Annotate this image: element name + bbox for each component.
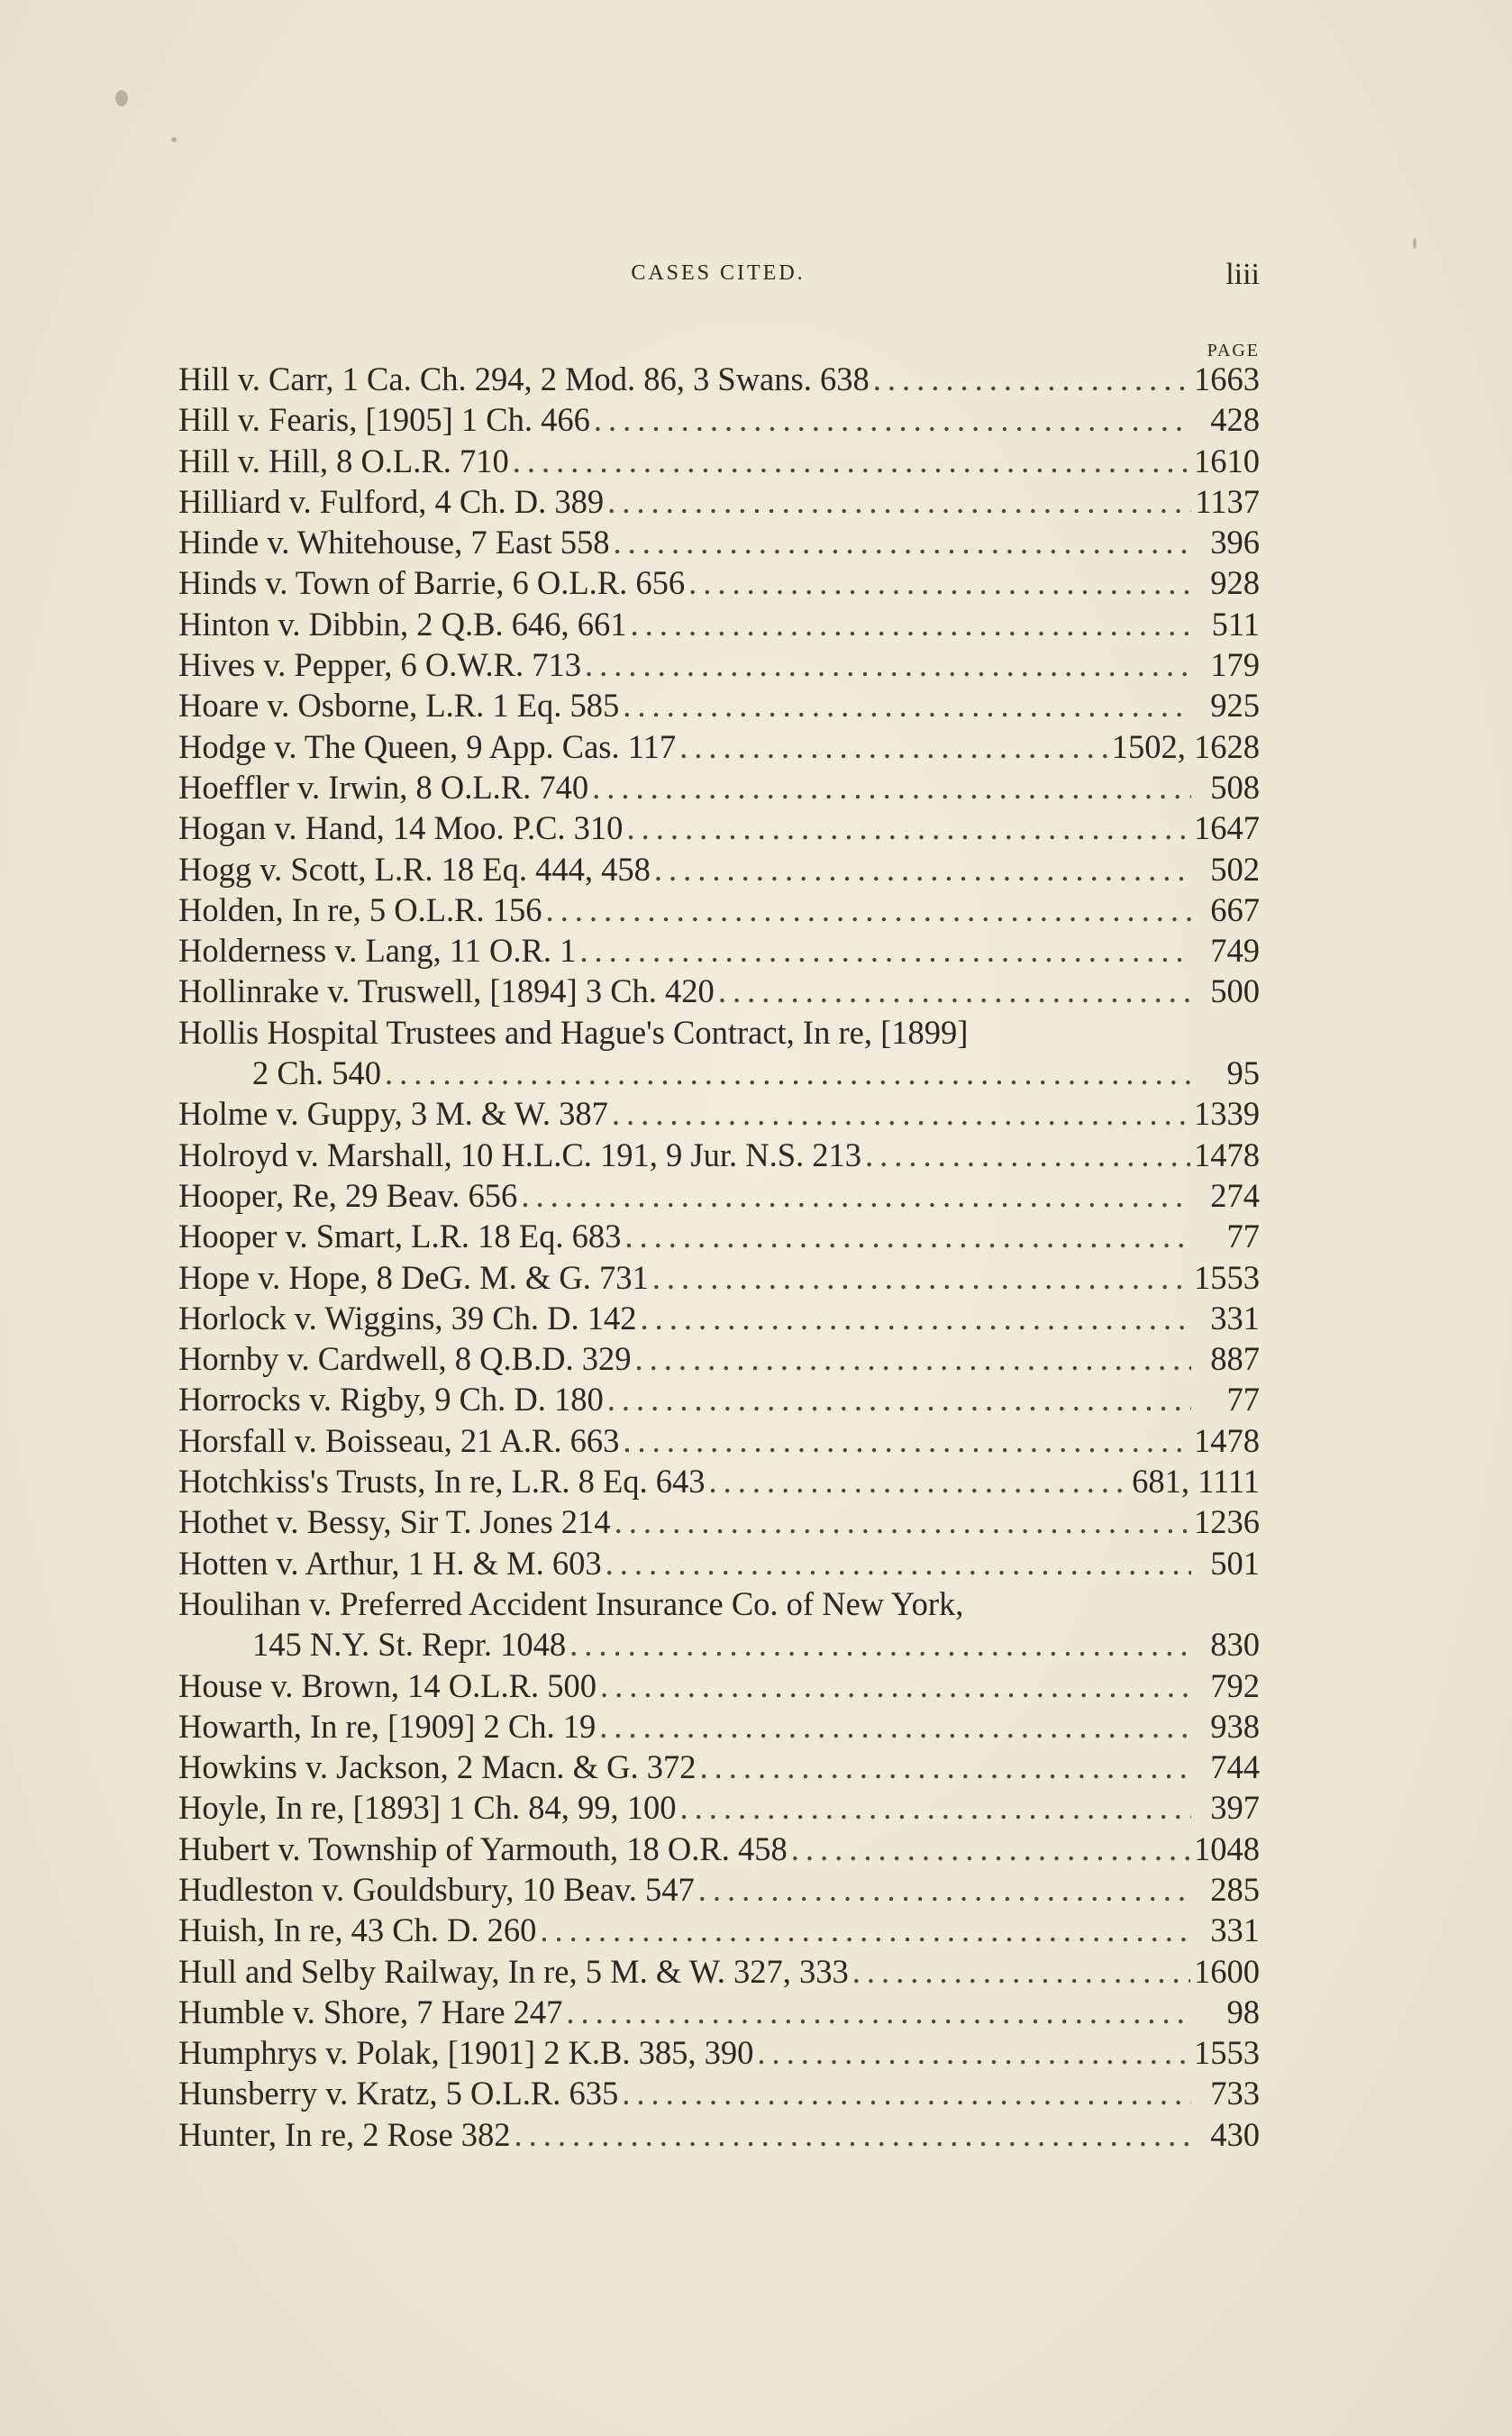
- page-reference: 1236: [1194, 1503, 1260, 1541]
- case-entry: [178, 1257, 1260, 1298]
- dot-leader: [607, 481, 1191, 522]
- case-citation: Hubert v. Township of Yarmouth, 18 O.R. 458: [178, 1829, 788, 1867]
- case-citation: Hotchkiss's Trusts, In re, L.R. 8 Eq. 643: [178, 1463, 706, 1501]
- dot-leader: [852, 1951, 1190, 1992]
- case-citation: Howkins v. Jackson, 2 Macn. & G. 372: [178, 1748, 697, 1786]
- case-citation: Holroyd v. Marshall, 10 H.L.C. 191, 9 Jur. N.S. 213: [178, 1136, 862, 1173]
- page-reference: 1048: [1194, 1829, 1260, 1867]
- case-citation: Hollis Hospital Trustees and Hague's Contract, In re, [1899]: [178, 1013, 969, 1051]
- dot-leader: [699, 1747, 1191, 1787]
- dot-leader: [521, 1175, 1191, 1216]
- case-citation: Hogan v. Hand, 14 Moo. P.C. 310: [178, 809, 624, 847]
- page-reference: 1137: [1195, 482, 1260, 520]
- case-entry: [178, 1665, 1260, 1706]
- dot-leader: [623, 1420, 1190, 1461]
- case-entry: [178, 2032, 1260, 2073]
- page-number: liii: [1225, 258, 1260, 291]
- case-citation: Hinton v. Dibbin, 2 Q.B. 646, 661: [178, 605, 627, 643]
- dot-leader: [652, 1257, 1190, 1298]
- case-citation: Hope v. Hope, 8 DeG. M. & G. 731: [178, 1258, 649, 1296]
- page-reference: 331: [1210, 1911, 1260, 1949]
- case-entry: [178, 767, 1260, 807]
- dot-leader: [654, 849, 1191, 890]
- case-entry: [178, 971, 1260, 1011]
- dot-leader: [679, 726, 1108, 767]
- dot-leader: [599, 1706, 1191, 1747]
- case-entry: [178, 1951, 1260, 1992]
- case-citation: Hives v. Pepper, 6 O.W.R. 713: [178, 646, 581, 684]
- case-citation: Humphrys v. Polak, [1901] 2 K.B. 385, 390: [178, 2034, 754, 2072]
- case-citation: Hill v. Fearis, [1905] 1 Ch. 466: [178, 401, 590, 439]
- case-entry: [178, 1706, 1260, 1747]
- case-citation-continuation: 145 N.Y. St. Repr. 1048: [252, 1626, 567, 1664]
- page-reference: 508: [1210, 768, 1260, 806]
- dot-leader: [579, 930, 1191, 971]
- page-reference: 511: [1211, 605, 1260, 643]
- case-citation: Holme v. Guppy, 3 M. & W. 387: [178, 1095, 608, 1133]
- page-header: [177, 258, 1260, 294]
- dot-leader: [873, 359, 1190, 399]
- case-entry: [178, 1298, 1260, 1338]
- case-citation: Hill v. Carr, 1 Ca. Ch. 294, 2 Mod. 86, 3 Swans. 638: [178, 360, 870, 397]
- dot-leader: [680, 1787, 1192, 1828]
- case-entry: [178, 399, 1260, 440]
- case-entry: [178, 1338, 1260, 1379]
- dot-leader: [865, 1135, 1190, 1175]
- case-entry: [178, 562, 1260, 603]
- case-entry: [178, 685, 1260, 725]
- case-entry: [178, 1543, 1260, 1583]
- dot-leader: [613, 522, 1191, 562]
- dot-leader: [606, 1543, 1191, 1583]
- case-entry: [178, 1583, 1260, 1624]
- case-citation: Hodge v. The Queen, 9 App. Cas. 117: [178, 727, 677, 765]
- case-entry: [178, 1787, 1260, 1828]
- paper-speck: [171, 137, 177, 142]
- page-reference: 749: [1210, 932, 1260, 970]
- dot-leader: [698, 1869, 1191, 1910]
- dot-leader: [566, 1992, 1191, 2032]
- dot-leader: [615, 1501, 1190, 1542]
- paper-speck: [1413, 238, 1416, 249]
- case-citation: Hudleston v. Gouldsbury, 10 Beav. 547: [178, 1870, 695, 1908]
- page-reference: 1502, 1628: [1111, 727, 1260, 765]
- page-reference: 681, 1111: [1132, 1463, 1260, 1501]
- dot-leader: [641, 1298, 1191, 1338]
- case-citation-continuation: 2 Ch. 540: [252, 1054, 381, 1092]
- case-citation: Hunter, In re, 2 Rose 382: [178, 2115, 511, 2153]
- case-citation: Huish, In re, 43 Ch. D. 260: [178, 1911, 537, 1949]
- page-reference: 77: [1226, 1381, 1260, 1419]
- case-citation: Horrocks v. Rigby, 9 Ch. D. 180: [178, 1381, 604, 1419]
- case-citation: Houlihan v. Preferred Accident Insurance Co. of New York,: [178, 1584, 964, 1622]
- case-entry: [178, 930, 1260, 971]
- case-entry: [178, 1869, 1260, 1910]
- dot-leader: [513, 441, 1190, 481]
- case-entry: [178, 2114, 1260, 2155]
- case-citation: Hinde v. Whitehouse, 7 East 558: [178, 524, 610, 561]
- case-entry-continuation: [178, 1624, 1260, 1665]
- page-reference: 428: [1210, 401, 1260, 439]
- page-reference: 830: [1210, 1626, 1260, 1664]
- case-citation: Hothet v. Bessy, Sir T. Jones 214: [178, 1503, 611, 1541]
- case-entry: [178, 2073, 1260, 2113]
- dot-leader: [594, 399, 1191, 440]
- page-reference: 733: [1210, 2075, 1260, 2112]
- dot-leader: [569, 1624, 1191, 1665]
- case-entry: [178, 1461, 1260, 1501]
- case-citation: Howarth, In re, [1909] 2 Ch. 19: [178, 1707, 597, 1745]
- dot-leader: [612, 1093, 1190, 1134]
- case-entry: [178, 1379, 1260, 1419]
- page-column-label: PAGE: [1207, 341, 1260, 360]
- case-citation: Hilliard v. Fulford, 4 Ch. D. 389: [178, 482, 605, 520]
- page-reference: 500: [1210, 972, 1260, 1010]
- case-citation: Hill v. Hill, 8 O.L.R. 710: [178, 442, 509, 479]
- dot-leader: [600, 1665, 1191, 1706]
- dot-leader: [385, 1053, 1191, 1093]
- paper-speck: [115, 90, 128, 106]
- page-reference: 397: [1210, 1789, 1260, 1827]
- page-reference: 1553: [1194, 1258, 1260, 1296]
- case-entry: [178, 1135, 1260, 1175]
- case-citation: Hogg v. Scott, L.R. 18 Eq. 444, 458: [178, 850, 651, 888]
- dot-leader: [718, 971, 1191, 1011]
- dot-leader: [515, 2114, 1191, 2155]
- case-entry: [178, 522, 1260, 562]
- page-reference: 274: [1210, 1176, 1260, 1214]
- case-entry: [178, 644, 1260, 685]
- page-reference: 792: [1210, 1666, 1260, 1704]
- page-reference: 1553: [1194, 2034, 1260, 2072]
- case-entry: [178, 1012, 1260, 1053]
- page-reference: 1478: [1194, 1421, 1260, 1459]
- dot-leader: [688, 562, 1191, 603]
- case-citation: Holderness v. Lang, 11 O.R. 1: [178, 932, 577, 970]
- page-reference: 430: [1210, 2115, 1260, 2153]
- case-citation: Holden, In re, 5 O.L.R. 156: [178, 890, 542, 928]
- case-entry: [178, 1747, 1260, 1787]
- dot-leader: [791, 1829, 1190, 1869]
- dot-leader: [585, 644, 1191, 685]
- case-entry: [178, 604, 1260, 644]
- case-citation: Hollinrake v. Truswell, [1894] 3 Ch. 420: [178, 972, 715, 1010]
- running-head: CASES CITED.: [631, 261, 806, 285]
- case-entry: [178, 1829, 1260, 1869]
- page-reference: 925: [1210, 687, 1260, 725]
- case-entry: [178, 807, 1260, 848]
- page-reference: 331: [1210, 1299, 1260, 1337]
- dot-leader: [622, 2073, 1191, 2113]
- case-entry: [178, 1910, 1260, 1950]
- case-entry: [178, 359, 1260, 399]
- dot-leader: [540, 1910, 1191, 1950]
- case-entry: [178, 441, 1260, 481]
- case-citation: Hotten v. Arthur, 1 H. & M. 603: [178, 1544, 602, 1582]
- dot-leader: [624, 1216, 1191, 1256]
- case-citation: Hoare v. Osborne, L.R. 1 Eq. 585: [178, 687, 620, 725]
- page-reference: 938: [1210, 1707, 1260, 1745]
- cases-cited-list: [178, 359, 1260, 2155]
- page-reference: 501: [1210, 1544, 1260, 1582]
- case-entry: [178, 726, 1260, 767]
- dot-leader: [545, 890, 1191, 930]
- dot-leader: [607, 1379, 1191, 1419]
- page-reference: 667: [1210, 890, 1260, 928]
- case-entry-continuation: [178, 1053, 1260, 1093]
- page-reference: 98: [1226, 1993, 1260, 2030]
- case-citation: Humble v. Shore, 7 Hare 247: [178, 1993, 563, 2030]
- case-entry: [178, 1501, 1260, 1542]
- case-entry: [178, 1992, 1260, 2032]
- case-citation: Hinds v. Town of Barrie, 6 O.L.R. 656: [178, 564, 686, 602]
- case-entry: [178, 1175, 1260, 1216]
- page-reference: 396: [1210, 524, 1260, 561]
- case-entry: [178, 1216, 1260, 1256]
- dot-leader: [626, 807, 1190, 848]
- page-reference: 179: [1210, 646, 1260, 684]
- case-citation: Horlock v. Wiggins, 39 Ch. D. 142: [178, 1299, 637, 1337]
- page-reference: 77: [1226, 1218, 1260, 1255]
- dot-leader: [631, 604, 1192, 644]
- case-citation: Horsfall v. Boisseau, 21 A.R. 663: [178, 1421, 620, 1459]
- page-reference: 1339: [1194, 1095, 1260, 1133]
- case-citation: Hunsberry v. Kratz, 5 O.L.R. 635: [178, 2075, 619, 2112]
- case-entry: [178, 481, 1260, 522]
- case-citation: Hornby v. Cardwell, 8 Q.B.D. 329: [178, 1340, 632, 1378]
- dot-leader: [757, 2032, 1190, 2073]
- dot-leader: [635, 1338, 1192, 1379]
- page-reference: 1600: [1194, 1952, 1260, 1990]
- page-reference: 502: [1210, 850, 1260, 888]
- page-reference: 1663: [1194, 360, 1260, 397]
- page-reference: 285: [1210, 1870, 1260, 1908]
- page-reference: 887: [1210, 1340, 1260, 1378]
- dot-leader: [709, 1461, 1129, 1501]
- dot-leader: [623, 685, 1191, 725]
- case-citation: Hooper v. Smart, L.R. 18 Eq. 683: [178, 1218, 622, 1255]
- case-citation: Hull and Selby Railway, In re, 5 M. & W. 327, 333: [178, 1952, 849, 1990]
- page-reference: 928: [1210, 564, 1260, 602]
- case-citation: Hoyle, In re, [1893] 1 Ch. 84, 99, 100: [178, 1789, 677, 1827]
- case-citation: House v. Brown, 14 O.L.R. 500: [178, 1666, 597, 1704]
- case-entry: [178, 1420, 1260, 1461]
- case-citation: Hooper, Re, 29 Beav. 656: [178, 1176, 518, 1214]
- case-citation: Hoeffler v. Irwin, 8 O.L.R. 740: [178, 768, 589, 806]
- case-entry: [178, 1093, 1260, 1134]
- case-entry: [178, 890, 1260, 930]
- dot-leader: [592, 767, 1191, 807]
- case-entry: [178, 849, 1260, 890]
- page-reference: 744: [1210, 1748, 1260, 1786]
- page-reference: 95: [1226, 1054, 1260, 1092]
- page-reference: 1478: [1194, 1136, 1260, 1173]
- page-reference: 1610: [1194, 442, 1260, 479]
- page-reference: 1647: [1194, 809, 1260, 847]
